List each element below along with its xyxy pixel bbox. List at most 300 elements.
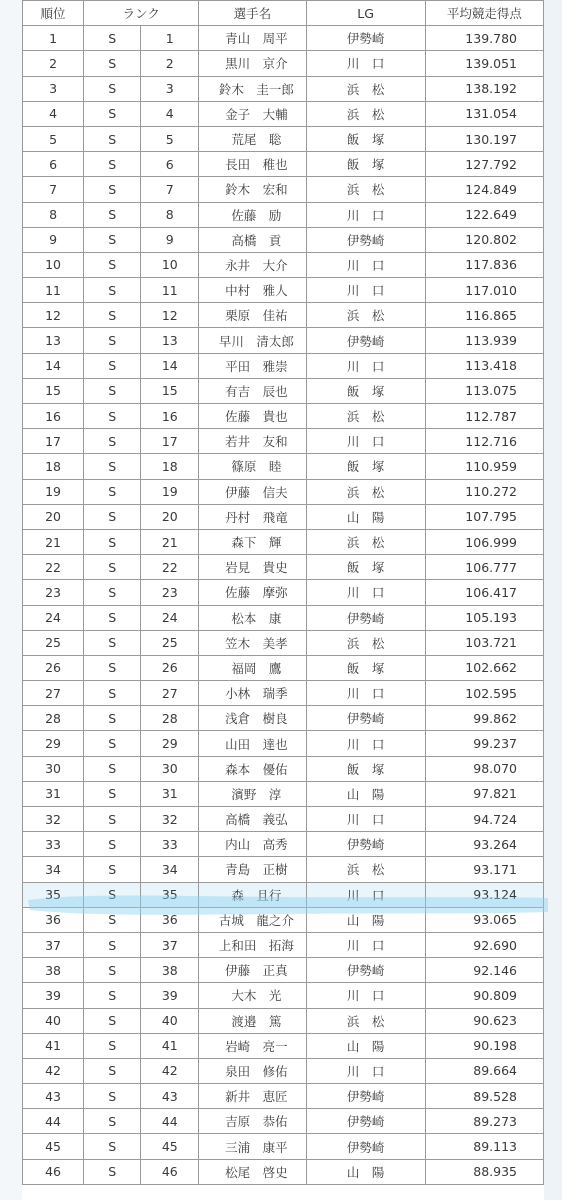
table-row: [23, 278, 544, 303]
table-row: [23, 857, 544, 882]
cell-rank: S: [84, 26, 141, 51]
cell-position: 43: [23, 1084, 84, 1109]
table-row: [23, 731, 544, 756]
cell-position: 2: [23, 51, 84, 76]
cell-lg: 山 陽: [306, 504, 425, 529]
cell-player-name: 新井 恵匠: [199, 1084, 306, 1109]
cell-average-score: 99.237: [425, 731, 543, 756]
cell-average-score: 90.198: [425, 1033, 543, 1058]
cell-average-score: 110.272: [425, 479, 543, 504]
cell-rank: S: [84, 278, 141, 303]
cell-average-score: 131.054: [425, 101, 543, 126]
cell-position: 30: [23, 756, 84, 781]
table-row: [23, 429, 544, 454]
cell-player-name: 古城 龍之介: [199, 907, 306, 932]
cell-lg: 伊勢崎: [306, 1134, 425, 1159]
cell-rank: S: [84, 378, 141, 403]
table-row: [23, 479, 544, 504]
cell-lg: 浜 松: [306, 630, 425, 655]
cell-rank: S: [84, 1084, 141, 1109]
cell-lg: 浜 松: [306, 857, 425, 882]
table-row: [23, 51, 544, 76]
cell-rank: S: [84, 630, 141, 655]
cell-position: 46: [23, 1159, 84, 1184]
cell-position: 12: [23, 303, 84, 328]
cell-average-score: 88.935: [425, 1159, 543, 1184]
table-row: [23, 1058, 544, 1083]
cell-rank: S: [84, 479, 141, 504]
cell-position: 9: [23, 227, 84, 252]
cell-rank-number: 35: [141, 882, 199, 907]
cell-position: 31: [23, 781, 84, 806]
cell-player-name: 森下 輝: [199, 529, 306, 554]
table-row: [23, 756, 544, 781]
cell-player-name: 伊藤 正真: [199, 958, 306, 983]
cell-lg: 川 口: [306, 731, 425, 756]
cell-position: 28: [23, 706, 84, 731]
cell-rank-number: 29: [141, 731, 199, 756]
cell-rank: S: [84, 932, 141, 957]
cell-position: 1: [23, 26, 84, 51]
cell-lg: 川 口: [306, 51, 425, 76]
cell-average-score: 93.171: [425, 857, 543, 882]
cell-lg: 川 口: [306, 681, 425, 706]
table-row: [23, 580, 544, 605]
cell-rank-number: 41: [141, 1033, 199, 1058]
cell-player-name: 森本 優佑: [199, 756, 306, 781]
cell-rank-number: 36: [141, 907, 199, 932]
cell-lg: 浜 松: [306, 479, 425, 504]
cell-rank: S: [84, 504, 141, 529]
cell-average-score: 116.865: [425, 303, 543, 328]
cell-rank: S: [84, 555, 141, 580]
cell-rank: S: [84, 756, 141, 781]
cell-rank-number: 38: [141, 958, 199, 983]
cell-average-score: 93.124: [425, 882, 543, 907]
cell-position: 16: [23, 404, 84, 429]
header-average-score: 平均競走得点: [425, 1, 543, 26]
cell-position: 6: [23, 152, 84, 177]
cell-average-score: 139.780: [425, 26, 543, 51]
cell-player-name: 早川 清太郎: [199, 328, 306, 353]
cell-average-score: 89.664: [425, 1058, 543, 1083]
cell-lg: 浜 松: [306, 404, 425, 429]
cell-rank: S: [84, 781, 141, 806]
cell-position: 4: [23, 101, 84, 126]
cell-rank: S: [84, 328, 141, 353]
cell-lg: 伊勢崎: [306, 1084, 425, 1109]
cell-lg: 伊勢崎: [306, 958, 425, 983]
cell-player-name: 小林 瑞季: [199, 681, 306, 706]
table-row: [23, 252, 544, 277]
cell-player-name: 永井 大介: [199, 252, 306, 277]
cell-lg: 飯 塚: [306, 378, 425, 403]
cell-rank-number: 39: [141, 983, 199, 1008]
cell-player-name: 荒尾 聡: [199, 126, 306, 151]
table-row: [23, 932, 544, 957]
cell-position: 24: [23, 605, 84, 630]
cell-rank-number: 11: [141, 278, 199, 303]
cell-lg: 伊勢崎: [306, 832, 425, 857]
cell-rank: S: [84, 126, 141, 151]
cell-average-score: 93.065: [425, 907, 543, 932]
cell-lg: 飯 塚: [306, 454, 425, 479]
cell-rank-number: 21: [141, 529, 199, 554]
cell-rank-number: 30: [141, 756, 199, 781]
cell-lg: 浜 松: [306, 1008, 425, 1033]
cell-average-score: 90.623: [425, 1008, 543, 1033]
table-row: [23, 454, 544, 479]
table-row: [23, 126, 544, 151]
cell-rank: S: [84, 807, 141, 832]
cell-player-name: 三浦 康平: [199, 1134, 306, 1159]
cell-rank: S: [84, 454, 141, 479]
table-row: [23, 781, 544, 806]
cell-average-score: 89.113: [425, 1134, 543, 1159]
cell-rank-number: 37: [141, 932, 199, 957]
cell-position: 21: [23, 529, 84, 554]
cell-rank-number: 3: [141, 76, 199, 101]
cell-average-score: 138.192: [425, 76, 543, 101]
cell-rank-number: 8: [141, 202, 199, 227]
ranking-table-container[interactable]: [22, 0, 544, 1200]
cell-rank-number: 25: [141, 630, 199, 655]
cell-rank-number: 31: [141, 781, 199, 806]
ranking-table: [22, 0, 544, 1185]
table-row: [23, 1033, 544, 1058]
cell-lg: 川 口: [306, 429, 425, 454]
cell-rank: S: [84, 1008, 141, 1033]
table-row: [23, 1134, 544, 1159]
cell-rank-number: 2: [141, 51, 199, 76]
cell-player-name: 若井 友和: [199, 429, 306, 454]
cell-player-name: 黒川 京介: [199, 51, 306, 76]
table-row: [23, 303, 544, 328]
cell-lg: 川 口: [306, 278, 425, 303]
cell-player-name: 吉原 恭佑: [199, 1109, 306, 1134]
cell-position: 38: [23, 958, 84, 983]
table-row: [23, 1159, 544, 1184]
cell-lg: 川 口: [306, 882, 425, 907]
cell-lg: 伊勢崎: [306, 706, 425, 731]
table-row: [23, 101, 544, 126]
cell-position: 42: [23, 1058, 84, 1083]
cell-rank: S: [84, 152, 141, 177]
cell-average-score: 107.795: [425, 504, 543, 529]
table-row: [23, 26, 544, 51]
cell-rank-number: 15: [141, 378, 199, 403]
table-row: [23, 1008, 544, 1033]
cell-position: 13: [23, 328, 84, 353]
cell-rank: S: [84, 857, 141, 882]
cell-rank: S: [84, 404, 141, 429]
table-row: [23, 630, 544, 655]
cell-position: 32: [23, 807, 84, 832]
cell-rank-number: 40: [141, 1008, 199, 1033]
cell-average-score: 103.721: [425, 630, 543, 655]
cell-rank-number: 23: [141, 580, 199, 605]
cell-rank-number: 17: [141, 429, 199, 454]
cell-rank-number: 33: [141, 832, 199, 857]
cell-player-name: 鈴木 圭一郎: [199, 76, 306, 101]
cell-rank-number: 43: [141, 1084, 199, 1109]
cell-position: 25: [23, 630, 84, 655]
cell-average-score: 106.417: [425, 580, 543, 605]
cell-rank-number: 19: [141, 479, 199, 504]
cell-rank: S: [84, 101, 141, 126]
cell-position: 29: [23, 731, 84, 756]
cell-average-score: 112.787: [425, 404, 543, 429]
cell-lg: 飯 塚: [306, 655, 425, 680]
cell-rank-number: 32: [141, 807, 199, 832]
cell-rank-number: 27: [141, 681, 199, 706]
cell-lg: 川 口: [306, 353, 425, 378]
cell-average-score: 99.862: [425, 706, 543, 731]
table-row: [23, 681, 544, 706]
cell-lg: 伊勢崎: [306, 328, 425, 353]
cell-rank-number: 7: [141, 177, 199, 202]
table-row: [23, 706, 544, 731]
table-row: [23, 983, 544, 1008]
cell-lg: 浜 松: [306, 303, 425, 328]
cell-rank-number: 45: [141, 1134, 199, 1159]
header-player-name: 選手名: [199, 1, 306, 26]
table-row: [23, 807, 544, 832]
cell-average-score: 94.724: [425, 807, 543, 832]
cell-lg: 川 口: [306, 932, 425, 957]
cell-position: 22: [23, 555, 84, 580]
cell-rank: S: [84, 1109, 141, 1134]
cell-rank-number: 22: [141, 555, 199, 580]
cell-lg: 川 口: [306, 202, 425, 227]
cell-rank: S: [84, 1033, 141, 1058]
table-row: [23, 1084, 544, 1109]
cell-lg: 飯 塚: [306, 126, 425, 151]
cell-rank-number: 16: [141, 404, 199, 429]
page-margin-right: [544, 0, 562, 1200]
cell-position: 8: [23, 202, 84, 227]
table-row: [23, 353, 544, 378]
cell-rank: S: [84, 353, 141, 378]
cell-lg: 山 陽: [306, 907, 425, 932]
cell-player-name: 高橋 貢: [199, 227, 306, 252]
cell-player-name: 平田 雅崇: [199, 353, 306, 378]
cell-rank-number: 9: [141, 227, 199, 252]
cell-lg: 浜 松: [306, 101, 425, 126]
cell-lg: 飯 塚: [306, 152, 425, 177]
table-row: [23, 504, 544, 529]
cell-lg: 川 口: [306, 1058, 425, 1083]
cell-player-name: 上和田 拓海: [199, 932, 306, 957]
cell-average-score: 110.959: [425, 454, 543, 479]
cell-rank: S: [84, 605, 141, 630]
cell-average-score: 92.146: [425, 958, 543, 983]
cell-position: 36: [23, 907, 84, 932]
cell-rank: S: [84, 983, 141, 1008]
table-row: [23, 655, 544, 680]
cell-rank-number: 5: [141, 126, 199, 151]
cell-player-name: 濱野 淳: [199, 781, 306, 806]
cell-rank-number: 28: [141, 706, 199, 731]
table-row: [23, 882, 544, 907]
cell-position: 27: [23, 681, 84, 706]
cell-player-name: 笠木 美孝: [199, 630, 306, 655]
cell-average-score: 112.716: [425, 429, 543, 454]
cell-position: 18: [23, 454, 84, 479]
cell-average-score: 89.528: [425, 1084, 543, 1109]
cell-rank: S: [84, 1159, 141, 1184]
cell-rank: S: [84, 51, 141, 76]
cell-player-name: 篠原 睦: [199, 454, 306, 479]
cell-lg: 伊勢崎: [306, 227, 425, 252]
cell-player-name: 青山 周平: [199, 26, 306, 51]
cell-player-name: 岩崎 亮一: [199, 1033, 306, 1058]
cell-rank: S: [84, 882, 141, 907]
cell-player-name: 佐藤 励: [199, 202, 306, 227]
table-row: [23, 76, 544, 101]
cell-rank-number: 46: [141, 1159, 199, 1184]
table-row: [23, 202, 544, 227]
cell-position: 15: [23, 378, 84, 403]
cell-rank-number: 20: [141, 504, 199, 529]
cell-player-name: 森 且行: [199, 882, 306, 907]
cell-rank-number: 26: [141, 655, 199, 680]
cell-lg: 伊勢崎: [306, 1109, 425, 1134]
cell-position: 19: [23, 479, 84, 504]
cell-lg: 山 陽: [306, 781, 425, 806]
cell-position: 40: [23, 1008, 84, 1033]
cell-position: 45: [23, 1134, 84, 1159]
cell-rank-number: 24: [141, 605, 199, 630]
cell-rank: S: [84, 529, 141, 554]
cell-position: 20: [23, 504, 84, 529]
cell-rank: S: [84, 958, 141, 983]
cell-average-score: 120.802: [425, 227, 543, 252]
cell-average-score: 122.649: [425, 202, 543, 227]
cell-position: 41: [23, 1033, 84, 1058]
cell-average-score: 90.809: [425, 983, 543, 1008]
cell-average-score: 92.690: [425, 932, 543, 957]
table-row: [23, 227, 544, 252]
cell-rank-number: 1: [141, 26, 199, 51]
cell-lg: 伊勢崎: [306, 26, 425, 51]
cell-average-score: 139.051: [425, 51, 543, 76]
cell-lg: 飯 塚: [306, 555, 425, 580]
header-rank: ランク: [84, 1, 199, 26]
cell-player-name: 松本 康: [199, 605, 306, 630]
cell-rank-number: 34: [141, 857, 199, 882]
cell-rank: S: [84, 731, 141, 756]
cell-position: 35: [23, 882, 84, 907]
cell-rank: S: [84, 252, 141, 277]
table-row: [23, 404, 544, 429]
cell-player-name: 丹村 飛竜: [199, 504, 306, 529]
cell-average-score: 102.595: [425, 681, 543, 706]
cell-player-name: 青島 正樹: [199, 857, 306, 882]
cell-position: 26: [23, 655, 84, 680]
cell-rank: S: [84, 655, 141, 680]
cell-position: 39: [23, 983, 84, 1008]
cell-rank: S: [84, 303, 141, 328]
cell-player-name: 泉田 修佑: [199, 1058, 306, 1083]
cell-player-name: 有吉 辰也: [199, 378, 306, 403]
cell-player-name: 山田 達也: [199, 731, 306, 756]
cell-average-score: 105.193: [425, 605, 543, 630]
table-row: [23, 177, 544, 202]
cell-position: 37: [23, 932, 84, 957]
cell-rank: S: [84, 429, 141, 454]
cell-player-name: 松尾 啓史: [199, 1159, 306, 1184]
cell-average-score: 124.849: [425, 177, 543, 202]
cell-position: 34: [23, 857, 84, 882]
header-lg: LG: [306, 1, 425, 26]
cell-player-name: 中村 雅人: [199, 278, 306, 303]
table-row: [23, 152, 544, 177]
cell-lg: 浜 松: [306, 529, 425, 554]
cell-average-score: 127.792: [425, 152, 543, 177]
cell-position: 44: [23, 1109, 84, 1134]
cell-player-name: 佐藤 貴也: [199, 404, 306, 429]
cell-player-name: 浅倉 樹良: [199, 706, 306, 731]
cell-player-name: 大木 光: [199, 983, 306, 1008]
cell-player-name: 長田 稚也: [199, 152, 306, 177]
cell-position: 7: [23, 177, 84, 202]
header-position: 順位: [23, 1, 84, 26]
cell-position: 3: [23, 76, 84, 101]
cell-rank: S: [84, 202, 141, 227]
cell-rank: S: [84, 907, 141, 932]
cell-lg: 飯 塚: [306, 756, 425, 781]
cell-player-name: 高橋 義弘: [199, 807, 306, 832]
cell-position: 11: [23, 278, 84, 303]
cell-average-score: 98.070: [425, 756, 543, 781]
table-row: [23, 555, 544, 580]
cell-player-name: 佐藤 摩弥: [199, 580, 306, 605]
cell-lg: 川 口: [306, 252, 425, 277]
cell-rank-number: 12: [141, 303, 199, 328]
table-row: [23, 832, 544, 857]
cell-player-name: 内山 高秀: [199, 832, 306, 857]
cell-rank: S: [84, 1134, 141, 1159]
cell-player-name: 鈴木 宏和: [199, 177, 306, 202]
cell-average-score: 102.662: [425, 655, 543, 680]
cell-rank: S: [84, 832, 141, 857]
cell-position: 14: [23, 353, 84, 378]
cell-position: 10: [23, 252, 84, 277]
cell-rank-number: 10: [141, 252, 199, 277]
cell-lg: 浜 松: [306, 76, 425, 101]
cell-player-name: 栗原 佳祐: [199, 303, 306, 328]
cell-lg: 山 陽: [306, 1159, 425, 1184]
cell-lg: 伊勢崎: [306, 605, 425, 630]
cell-average-score: 89.273: [425, 1109, 543, 1134]
cell-player-name: 渡邉 篤: [199, 1008, 306, 1033]
cell-player-name: 金子 大輔: [199, 101, 306, 126]
cell-average-score: 113.939: [425, 328, 543, 353]
table-row: [23, 907, 544, 932]
cell-rank: S: [84, 1058, 141, 1083]
cell-average-score: 106.777: [425, 555, 543, 580]
cell-average-score: 117.010: [425, 278, 543, 303]
cell-average-score: 130.197: [425, 126, 543, 151]
cell-player-name: 岩見 貴史: [199, 555, 306, 580]
table-row: [23, 605, 544, 630]
cell-position: 5: [23, 126, 84, 151]
cell-position: 23: [23, 580, 84, 605]
cell-position: 17: [23, 429, 84, 454]
cell-rank: S: [84, 76, 141, 101]
cell-position: 33: [23, 832, 84, 857]
